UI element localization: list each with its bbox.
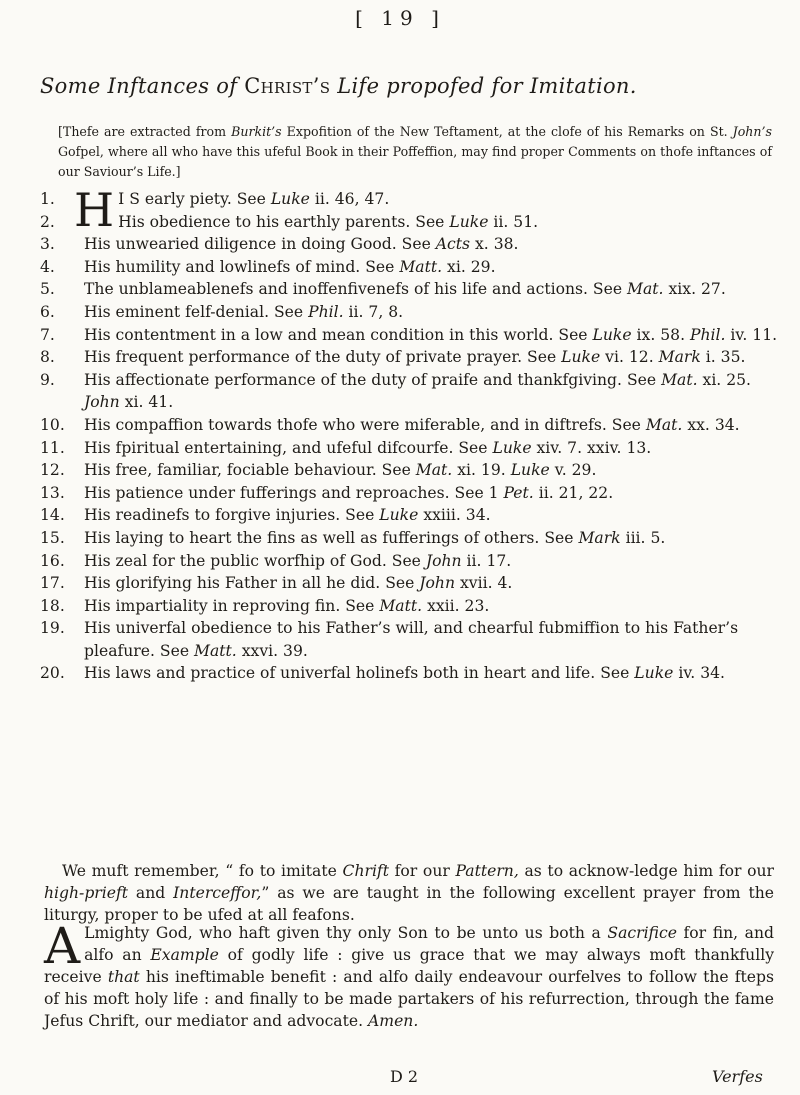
instance-body: His glorifying his Father in all he did. See (84, 574, 420, 593)
instance-item (40, 324, 780, 347)
instance-body: His compaffion towards thofe who were miferable, and in diftrefs. See (84, 415, 646, 434)
instance-text (84, 346, 780, 369)
remember-text: ” as we are taught in the following excellent prayer from the liturgy, proper to be ufed at all feafons. (44, 884, 774, 924)
scripture-reference: ix. 58. (631, 325, 690, 344)
scripture-book: Luke (449, 212, 489, 231)
instance-number: 9. (40, 370, 55, 389)
remember-pattern: Pattern, (455, 862, 519, 880)
instance-text (84, 595, 780, 618)
prayer-dropcap: A (44, 917, 81, 975)
instance-body: His frequent performance of the duty of private prayer. See (84, 348, 562, 367)
instance-body: His affectionate performance of the duty of praife and thankfgiving. See (84, 370, 662, 389)
remember-text: and (128, 884, 174, 902)
scripture-reference: ii. 46, 47. (309, 190, 390, 208)
instance-item (40, 550, 780, 573)
remember-paragraph (44, 860, 774, 926)
scripture-reference: v. 29. (549, 461, 597, 480)
scripture-book: Luke (492, 438, 532, 457)
scripture-book: Matt. (194, 641, 237, 660)
scripture-reference: xi. 29. (442, 257, 496, 276)
instance-item (40, 459, 780, 482)
instance-text (84, 256, 780, 279)
instance-number: 3. (40, 235, 55, 254)
scripture-book: Luke (592, 325, 632, 344)
prayer-that: that (107, 968, 140, 986)
scripture-book: Mat. (661, 370, 698, 389)
instance-item (40, 278, 780, 301)
scripture-book: Phil. (690, 325, 726, 344)
instance-number: 19. (40, 619, 65, 638)
scripture-book: Matt. (379, 596, 423, 615)
instance-item (40, 369, 780, 414)
prayer-text: Lmighty God, who haft given thy only Son to be unto us both a (84, 924, 608, 942)
remember-text: for our (388, 862, 456, 880)
instance-number: 14. (40, 506, 65, 525)
instance-number: 8. (40, 348, 55, 367)
collect-prayer (44, 917, 775, 1032)
instance-item (40, 301, 780, 324)
scripture-reference: iv. 34. (673, 664, 725, 683)
scripture-reference: ii. 17. (461, 551, 512, 570)
instance-number: 6. (40, 302, 55, 321)
instance-number: 20. (40, 664, 65, 683)
scripture-reference: xi. 41. (119, 393, 174, 412)
prayer-text: for fin, and alfo an (84, 924, 774, 964)
scripture-reference: ii. 51. (488, 212, 539, 231)
instance-text (84, 211, 780, 234)
instance-item (40, 256, 780, 279)
instance-dropcap: H (74, 183, 115, 237)
instance-body: His laws and practice of univerfal holinefs both in heart and life. See (84, 664, 635, 683)
scripture-reference: xxiii. 34. (418, 506, 491, 525)
intro-burkit: Burkit’s (231, 124, 282, 139)
instance-number: 12. (40, 461, 65, 480)
instance-text (84, 527, 780, 550)
instance-body: His patience under fufferings and reproaches. See 1 (84, 483, 504, 502)
instance-number: 11. (40, 438, 65, 457)
title-part-1: Some Inftances of (40, 74, 245, 98)
prayer-amen: Amen. (368, 1012, 419, 1030)
instance-item (40, 504, 780, 527)
scripture-reference: xi. 19. (452, 461, 511, 480)
instance-item (40, 482, 780, 505)
scripture-book: John (419, 574, 456, 593)
scripture-reference: xix. 27. (663, 280, 726, 299)
title-part-3: Life propofed for Imitation. (330, 74, 637, 98)
scripture-reference: xxii. 23. (422, 596, 490, 615)
instance-text (84, 278, 780, 301)
instance-text (84, 301, 780, 324)
instance-body: His univerfal obedience to his Father’s will, and chearful fubmiffion to his Father’s pleafure. See (84, 619, 739, 660)
scripture-book: Luke (270, 190, 310, 208)
instance-number: 4. (40, 257, 55, 276)
instance-number: 17. (40, 574, 65, 593)
instance-number: 13. (40, 483, 65, 502)
remember-christ: Chrift (342, 862, 389, 880)
instances-list (40, 183, 780, 685)
instance-body: His free, familiar, fociable behaviour. See (84, 461, 416, 480)
intro-john: John’s (732, 124, 772, 139)
instance-item (40, 662, 780, 685)
instance-text (84, 504, 780, 527)
scripture-book: Luke (379, 506, 419, 525)
instance-text (84, 550, 780, 573)
prayer-sacrifice: Sacrifice (607, 924, 677, 942)
page-footer (0, 1067, 800, 1091)
instance-body: His zeal for the public worfhip of God. See (84, 551, 426, 570)
remember-text: as to acknow-ledge him for our (518, 862, 774, 880)
instance-text (84, 459, 780, 482)
instance-number: 1. (40, 190, 55, 208)
instance-item (40, 527, 780, 550)
scripture-reference: xi. 25. (697, 370, 752, 389)
instance-item (40, 414, 780, 437)
intro-note (58, 122, 772, 182)
title-christ: Christ’s (244, 74, 331, 98)
scripture-reference: xx. 34. (682, 415, 740, 434)
instance-text (84, 369, 780, 414)
instance-body: His fpiritual entertaining, and ufeful difcourfe. See (84, 438, 493, 457)
instance-body: His eminent felf-denial. See (84, 302, 309, 321)
scripture-book: Phil. (308, 302, 344, 321)
scripture-reference: ii. 7, 8. (343, 302, 404, 321)
instance-text (84, 572, 780, 595)
instance-body: His contentment in a low and mean condition in this world. See (84, 325, 593, 344)
instance-body: His obedience to his earthly parents. See (118, 212, 450, 231)
instance-number: 2. (40, 212, 55, 231)
scripture-reference: vi. 12. (600, 348, 659, 367)
intro-text: Expofition of the New Teftament, at the clofe of his Remarks on St. (281, 124, 733, 139)
instance-item (40, 437, 780, 460)
instance-text (84, 324, 780, 347)
scripture-book: John (425, 551, 462, 570)
instance-body: His laying to heart the fins as well as fufferings of others. See (84, 528, 579, 547)
page-title (40, 74, 780, 98)
instance-text (84, 437, 780, 460)
instance-body: The unblameablenefs and inoffenfivenefs of his life and actions. See (84, 280, 628, 299)
instance-text (84, 233, 780, 256)
instance-number: 15. (40, 528, 65, 547)
instance-item (40, 572, 780, 595)
instance-item (40, 346, 780, 369)
scripture-book: Acts (435, 235, 471, 254)
scripture-reference: x. 38. (470, 235, 519, 254)
scripture-reference: xxvi. 39. (236, 641, 308, 660)
scripture-book: Mark (658, 348, 701, 367)
scripture-book: Luke (510, 461, 550, 480)
instance-number: 7. (40, 325, 55, 344)
prayer-example: Example (150, 946, 219, 964)
intro-text: Gofpel, where all who have this ufeful Book in their Poffeffion, may find proper Comments on thofe inftances of our Saviour’s Life.] (58, 144, 772, 179)
scripture-book: Luke (561, 348, 601, 367)
scripture-reference: iii. 5. (620, 528, 666, 547)
instance-number: 18. (40, 596, 65, 615)
scripture-reference: xvii. 4. (455, 574, 513, 593)
scripture-book: Matt. (399, 257, 443, 276)
scripture-reference: iv. 11. (725, 325, 778, 344)
instance-body: His unwearied diligence in doing Good. See (84, 235, 436, 254)
scripture-reference: xiv. 7. xxiv. 13. (531, 438, 652, 457)
page-number: [ 19 ] (355, 6, 445, 30)
scripture-book: Pet. (503, 483, 534, 502)
instance-text (84, 662, 780, 685)
instance-text (84, 414, 780, 437)
instance-text (84, 482, 780, 505)
instance-body: I S early piety. See (118, 190, 271, 208)
instance-body: His readinefs to forgive injuries. See (84, 506, 380, 525)
scripture-book: Mark (578, 528, 621, 547)
instance-number: 16. (40, 551, 65, 570)
instance-item (40, 595, 780, 618)
remember-text: We muft remember, “ fo to imitate (62, 862, 343, 880)
instance-body: His impartiality in reproving fin. See (84, 596, 380, 615)
scripture-reference: ii. 21, 22. (533, 483, 614, 502)
scripture-book: Luke (634, 664, 674, 683)
instance-item (40, 233, 780, 256)
instance-number: 10. (40, 415, 65, 434)
catchword: Verfes (712, 1067, 763, 1086)
remember-intercessor: Interceffor, (173, 884, 262, 902)
scripture-reference: i. 35. (700, 348, 746, 367)
signature-mark: D 2 (390, 1067, 419, 1086)
instance-number: 5. (40, 280, 55, 299)
prayer-text: his ineftimable benefit : and alfo daily endeavour ourfelves to follow the fteps of his moft holy life : and finally to be made partakers of his refurrection, through the fame Jefus Chrift, our mediator and advocate. (44, 968, 774, 1030)
scripture-book: Mat. (415, 461, 453, 480)
prayer-text: of godly life : give us grace that we may always moft thankfully receive (44, 946, 775, 986)
instance-text (84, 617, 780, 662)
scripture-book: Mat. (645, 415, 683, 434)
instance-body: His humility and lowlinefs of mind. See (84, 257, 400, 276)
intro-text: [Thefe are extracted from (58, 124, 232, 139)
scripture-book: Mat. (627, 280, 664, 299)
scripture-book: John (84, 393, 120, 412)
remember-high-priest: high-prieft (44, 884, 129, 902)
instance-item (40, 211, 780, 234)
instance-item (40, 617, 780, 662)
